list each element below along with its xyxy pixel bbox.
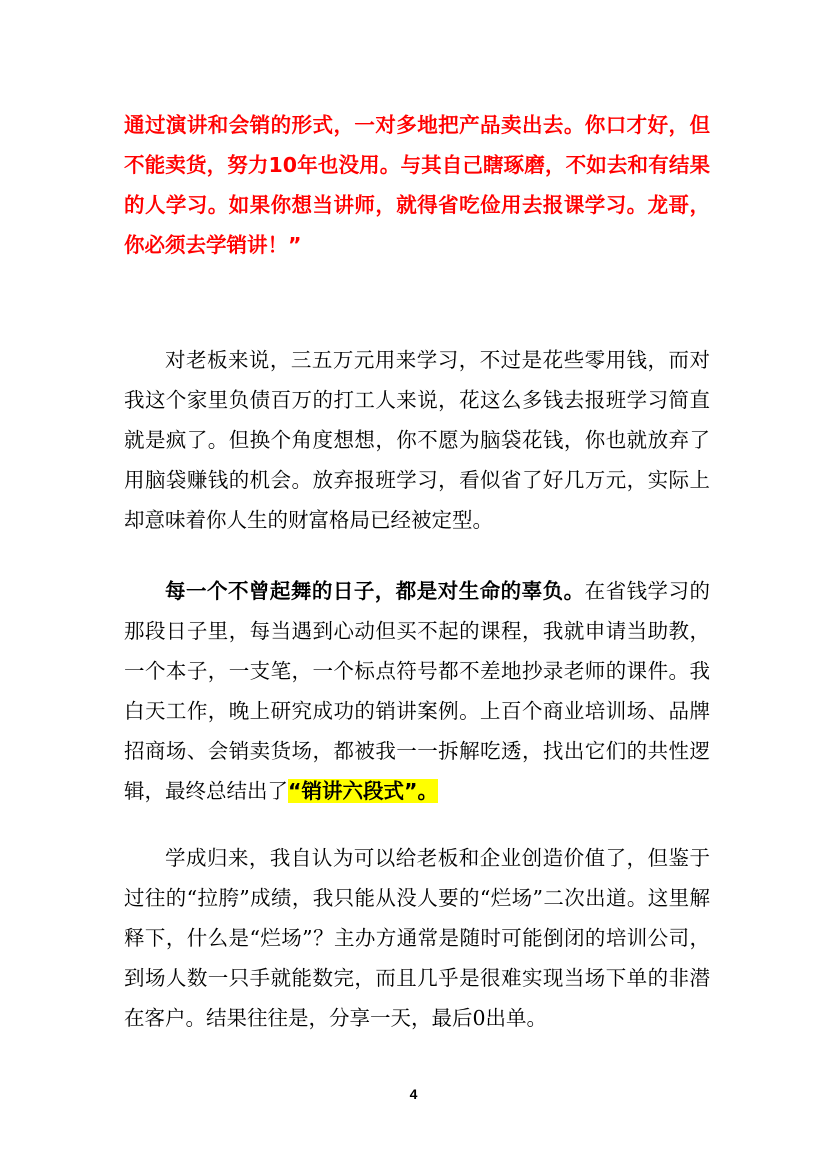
body-paragraph-return: 学成归来，我自认为可以给老板和企业创造价值了，但鉴于过往的“拉胯”成绩，我只能从没人要的“烂场”二次出道。这里解释下，什么是“烂场”？主办方通常是随时可能倒闭的培训公司，到场人数一只手就能数完，而且几乎是很难实现当场下单的非潜在客户。结果往往是，分享一天，最后0出单。 — [124, 846, 710, 1030]
paragraph-text: 在省钱学习的那段日子里，每当遇到心动但买不起的课程，我就申请当助教，一个本子，一支笔，一个标点符号都不差地抄录老师的课件。我白天工作，晚上研究成功的销讲案例。上百个商业培训场、品牌招商场、会销卖货场，都被我一一拆解吃透，找出它们的共性逻辑，最终总结出了 — [124, 579, 711, 803]
quote-paragraph: 通过演讲和会销的形式，一对多地把产品卖出去。你口才好，但不能卖货，努力10年也没用。与其自己瞎琢磨，不如去和有结果的人学习。如果你想当讲师，就得省吃俭用去报课学习。龙哥，你必须去学销讲！” — [124, 113, 710, 257]
bold-lead-sentence: 每一个不曾起舞的日子，都是对生命的辜负。 — [165, 579, 585, 603]
highlighted-method-name: “销讲六段式”。 — [288, 779, 438, 803]
body-paragraph-cost: 对老板来说，三五万元用来学习，不过是花些零用钱，而对我这个家里负债百万的打工人来说，花这么多钱去报班学习简直就是疯了。但换个角度想想，你不愿为脑袋花钱，你也就放弃了用脑袋赚钱的机会。放弃报班学习，看似省了好几万元，实际上却意味着你人生的财富格局已经被定型。 — [124, 348, 710, 532]
page-number: 4 — [409, 1086, 418, 1102]
body-paragraph-study — [124, 571, 710, 811]
